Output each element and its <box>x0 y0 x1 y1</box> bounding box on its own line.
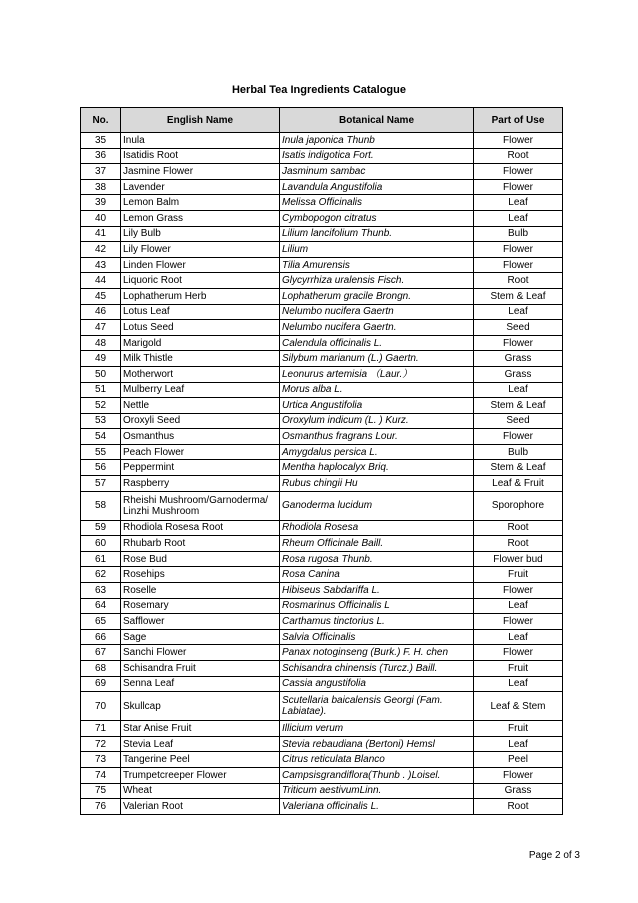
cell-part-of-use: Root <box>474 520 563 536</box>
table-row <box>81 614 563 630</box>
table-row <box>81 767 563 783</box>
cell-part-of-use: Leaf <box>474 382 563 398</box>
cell-no: 38 <box>81 179 121 195</box>
cell-part-of-use: Bulb <box>474 226 563 242</box>
header-no: No. <box>81 108 121 133</box>
cell-english-name: Schisandra Fruit <box>121 661 280 677</box>
cell-botanical-name: Rosa Canina <box>280 567 474 583</box>
table-row <box>81 351 563 367</box>
cell-botanical-name: Amygdalus persica L. <box>280 444 474 460</box>
cell-english-name: Lemon Grass <box>121 210 280 226</box>
cell-english-name: Senna Leaf <box>121 676 280 692</box>
table-row <box>81 536 563 552</box>
cell-no: 43 <box>81 257 121 273</box>
cell-botanical-name: Rheum Officinale Baill. <box>280 536 474 552</box>
cell-english-name: Roselle <box>121 583 280 599</box>
cell-no: 67 <box>81 645 121 661</box>
cell-no: 58 <box>81 491 121 520</box>
cell-english-name: Peppermint <box>121 460 280 476</box>
cell-botanical-name: Rosmarinus Officinalis L <box>280 598 474 614</box>
cell-no: 60 <box>81 536 121 552</box>
cell-botanical-name: Illicium verum <box>280 721 474 737</box>
cell-no: 57 <box>81 476 121 492</box>
cell-part-of-use: Grass <box>474 351 563 367</box>
cell-part-of-use: Flower <box>474 767 563 783</box>
cell-english-name: Marigold <box>121 335 280 351</box>
cell-no: 69 <box>81 676 121 692</box>
table-row <box>81 567 563 583</box>
cell-botanical-name: Ganoderma lucidum <box>280 491 474 520</box>
cell-english-name: Motherwort <box>121 366 280 382</box>
table-row <box>81 148 563 164</box>
cell-english-name: Safflower <box>121 614 280 630</box>
cell-part-of-use: Grass <box>474 366 563 382</box>
cell-no: 62 <box>81 567 121 583</box>
cell-part-of-use: Sporophore <box>474 491 563 520</box>
cell-english-name: Rosehips <box>121 567 280 583</box>
cell-botanical-name: Lavandula Angustifolia <box>280 179 474 195</box>
table-row <box>81 164 563 180</box>
cell-part-of-use: Fruit <box>474 721 563 737</box>
cell-botanical-name: Lophatherum gracile Brongn. <box>280 288 474 304</box>
table-row <box>81 491 563 520</box>
cell-botanical-name: Lilium <box>280 242 474 258</box>
cell-no: 56 <box>81 460 121 476</box>
cell-botanical-name: Hibiseus Sabdariffa L. <box>280 583 474 599</box>
table-row <box>81 179 563 195</box>
cell-no: 40 <box>81 210 121 226</box>
table-row <box>81 320 563 336</box>
cell-botanical-name: Isatis indigotica Fort. <box>280 148 474 164</box>
cell-english-name: Osmanthus <box>121 429 280 445</box>
cell-botanical-name: Glycyrrhiza uralensis Fisch. <box>280 273 474 289</box>
table-row <box>81 242 563 258</box>
cell-part-of-use: Root <box>474 148 563 164</box>
cell-part-of-use: Bulb <box>474 444 563 460</box>
cell-no: 64 <box>81 598 121 614</box>
cell-english-name: Lavender <box>121 179 280 195</box>
cell-botanical-name: Oroxylum indicum (L. ) Kurz. <box>280 413 474 429</box>
cell-botanical-name: Osmanthus fragrans Lour. <box>280 429 474 445</box>
cell-botanical-name: Silybum marianum (L.) Gaertn. <box>280 351 474 367</box>
cell-botanical-name: Valeriana officinalis L. <box>280 799 474 815</box>
cell-english-name: Milk Thistle <box>121 351 280 367</box>
cell-botanical-name: Triticum aestivumLinn. <box>280 783 474 799</box>
cell-english-name: Lophatherum Herb <box>121 288 280 304</box>
cell-no: 35 <box>81 133 121 149</box>
cell-english-name: Lily Bulb <box>121 226 280 242</box>
cell-part-of-use: Flower <box>474 614 563 630</box>
cell-no: 68 <box>81 661 121 677</box>
cell-part-of-use: Stem & Leaf <box>474 460 563 476</box>
cell-no: 51 <box>81 382 121 398</box>
cell-no: 63 <box>81 583 121 599</box>
cell-no: 76 <box>81 799 121 815</box>
cell-english-name: Isatidis Root <box>121 148 280 164</box>
table-row <box>81 398 563 414</box>
cell-no: 61 <box>81 551 121 567</box>
cell-english-name: Tangerine Peel <box>121 752 280 768</box>
cell-botanical-name: Stevia rebaudiana (Bertoni) Hemsl <box>280 736 474 752</box>
cell-no: 74 <box>81 767 121 783</box>
cell-botanical-name: Morus alba L. <box>280 382 474 398</box>
cell-botanical-name: Rubus chingii Hu <box>280 476 474 492</box>
cell-no: 70 <box>81 692 121 721</box>
ingredients-table <box>80 107 563 815</box>
cell-part-of-use: Flower <box>474 645 563 661</box>
cell-part-of-use: Flower <box>474 583 563 599</box>
cell-english-name: Rhubarb Root <box>121 536 280 552</box>
cell-no: 41 <box>81 226 121 242</box>
cell-english-name: Rose Bud <box>121 551 280 567</box>
cell-no: 59 <box>81 520 121 536</box>
cell-part-of-use: Leaf <box>474 195 563 211</box>
cell-no: 49 <box>81 351 121 367</box>
cell-no: 66 <box>81 629 121 645</box>
table-row <box>81 736 563 752</box>
cell-botanical-name: Rhodiola Rosesa <box>280 520 474 536</box>
cell-no: 37 <box>81 164 121 180</box>
table-row <box>81 382 563 398</box>
table-row <box>81 304 563 320</box>
cell-part-of-use: Fruit <box>474 661 563 677</box>
cell-botanical-name: Inula japonica Thunb <box>280 133 474 149</box>
table-row <box>81 676 563 692</box>
cell-no: 46 <box>81 304 121 320</box>
cell-botanical-name: Jasminum sambac <box>280 164 474 180</box>
cell-no: 71 <box>81 721 121 737</box>
cell-part-of-use: Leaf & Stem <box>474 692 563 721</box>
cell-botanical-name: Leonurus artemisia （Laur.） <box>280 366 474 382</box>
cell-english-name: Oroxyli Seed <box>121 413 280 429</box>
cell-no: 45 <box>81 288 121 304</box>
cell-botanical-name: Campsisgrandiflora(Thunb . )Loisel. <box>280 767 474 783</box>
page-number: Page 2 of 3 <box>528 850 580 861</box>
table-row <box>81 460 563 476</box>
header-english-name: English Name <box>121 108 280 133</box>
cell-english-name: Jasmine Flower <box>121 164 280 180</box>
cell-no: 42 <box>81 242 121 258</box>
cell-english-name: Star Anise Fruit <box>121 721 280 737</box>
table-row <box>81 429 563 445</box>
cell-part-of-use: Flower <box>474 429 563 445</box>
cell-botanical-name: Nelumbo nucifera Gaertn <box>280 304 474 320</box>
table-row <box>81 366 563 382</box>
cell-part-of-use: Seed <box>474 413 563 429</box>
cell-no: 55 <box>81 444 121 460</box>
cell-botanical-name: Melissa Officinalis <box>280 195 474 211</box>
cell-part-of-use: Leaf <box>474 736 563 752</box>
table-row <box>81 721 563 737</box>
cell-english-name: Peach Flower <box>121 444 280 460</box>
cell-botanical-name: Tilia Amurensis <box>280 257 474 273</box>
table-row <box>81 598 563 614</box>
cell-botanical-name: Carthamus tinctorius L. <box>280 614 474 630</box>
table-row <box>81 583 563 599</box>
table-row <box>81 692 563 721</box>
cell-english-name: Rheishi Mushroom/Garnoderma/ Linzhi Mushroom <box>121 491 280 520</box>
cell-botanical-name: Salvia Officinalis <box>280 629 474 645</box>
table-row <box>81 661 563 677</box>
table-row <box>81 551 563 567</box>
cell-part-of-use: Root <box>474 799 563 815</box>
cell-botanical-name: Urtica Angustifolia <box>280 398 474 414</box>
cell-botanical-name: Lilium lancifolium Thunb. <box>280 226 474 242</box>
cell-part-of-use: Leaf & Fruit <box>474 476 563 492</box>
cell-no: 50 <box>81 366 121 382</box>
cell-part-of-use: Stem & Leaf <box>474 288 563 304</box>
table-row <box>81 752 563 768</box>
header-part-of-use: Part of Use <box>474 108 563 133</box>
cell-botanical-name: Cassia angustifolia <box>280 676 474 692</box>
table-row <box>81 335 563 351</box>
table-row <box>81 257 563 273</box>
cell-botanical-name: Calendula officinalis L. <box>280 335 474 351</box>
table-row <box>81 133 563 149</box>
cell-no: 52 <box>81 398 121 414</box>
table-row <box>81 645 563 661</box>
cell-english-name: Lemon Balm <box>121 195 280 211</box>
cell-english-name: Linden Flower <box>121 257 280 273</box>
cell-english-name: Lotus Seed <box>121 320 280 336</box>
cell-english-name: Lily Flower <box>121 242 280 258</box>
table-row <box>81 783 563 799</box>
table-body <box>81 133 563 815</box>
cell-english-name: Trumpetcreeper Flower <box>121 767 280 783</box>
cell-botanical-name: Scutellaria baicalensis Georgi (Fam. Labiatae). <box>280 692 474 721</box>
table-row <box>81 273 563 289</box>
cell-part-of-use: Flower <box>474 257 563 273</box>
cell-part-of-use: Flower <box>474 179 563 195</box>
cell-no: 39 <box>81 195 121 211</box>
cell-english-name: Lotus Leaf <box>121 304 280 320</box>
cell-english-name: Mulberry Leaf <box>121 382 280 398</box>
cell-part-of-use: Flower bud <box>474 551 563 567</box>
table-row <box>81 476 563 492</box>
cell-english-name: Nettle <box>121 398 280 414</box>
cell-no: 54 <box>81 429 121 445</box>
cell-english-name: Stevia Leaf <box>121 736 280 752</box>
cell-part-of-use: Root <box>474 273 563 289</box>
cell-part-of-use: Stem & Leaf <box>474 398 563 414</box>
table-row <box>81 629 563 645</box>
cell-part-of-use: Root <box>474 536 563 552</box>
cell-part-of-use: Fruit <box>474 567 563 583</box>
cell-part-of-use: Seed <box>474 320 563 336</box>
cell-botanical-name: Citrus reticulata Blanco <box>280 752 474 768</box>
cell-part-of-use: Leaf <box>474 210 563 226</box>
header-botanical-name: Botanical Name <box>280 108 474 133</box>
table-row <box>81 226 563 242</box>
cell-english-name: Inula <box>121 133 280 149</box>
cell-part-of-use: Leaf <box>474 304 563 320</box>
cell-no: 48 <box>81 335 121 351</box>
cell-botanical-name: Nelumbo nucifera Gaertn. <box>280 320 474 336</box>
cell-botanical-name: Panax notoginseng (Burk.) F. H. chen <box>280 645 474 661</box>
cell-no: 75 <box>81 783 121 799</box>
cell-part-of-use: Leaf <box>474 598 563 614</box>
cell-part-of-use: Flower <box>474 164 563 180</box>
table-row <box>81 799 563 815</box>
cell-no: 53 <box>81 413 121 429</box>
table-row <box>81 288 563 304</box>
cell-english-name: Raspberry <box>121 476 280 492</box>
cell-english-name: Valerian Root <box>121 799 280 815</box>
cell-english-name: Sanchi Flower <box>121 645 280 661</box>
table-row <box>81 210 563 226</box>
cell-english-name: Wheat <box>121 783 280 799</box>
cell-no: 65 <box>81 614 121 630</box>
cell-english-name: Liquoric Root <box>121 273 280 289</box>
page-title: Herbal Tea Ingredients Catalogue <box>231 84 406 96</box>
table-header-row <box>81 108 563 133</box>
cell-botanical-name: Mentha haplocalyx Briq. <box>280 460 474 476</box>
cell-no: 73 <box>81 752 121 768</box>
cell-botanical-name: Rosa rugosa Thunb. <box>280 551 474 567</box>
cell-part-of-use: Flower <box>474 133 563 149</box>
cell-english-name: Skullcap <box>121 692 280 721</box>
cell-no: 72 <box>81 736 121 752</box>
cell-part-of-use: Leaf <box>474 676 563 692</box>
cell-english-name: Rosemary <box>121 598 280 614</box>
cell-no: 44 <box>81 273 121 289</box>
table-row <box>81 444 563 460</box>
cell-botanical-name: Cymbopogon citratus <box>280 210 474 226</box>
cell-part-of-use: Leaf <box>474 629 563 645</box>
cell-english-name: Rhodiola Rosesa Root <box>121 520 280 536</box>
table-row <box>81 520 563 536</box>
cell-no: 47 <box>81 320 121 336</box>
cell-no: 36 <box>81 148 121 164</box>
cell-english-name: Sage <box>121 629 280 645</box>
cell-part-of-use: Grass <box>474 783 563 799</box>
table-row <box>81 195 563 211</box>
cell-part-of-use: Flower <box>474 242 563 258</box>
cell-part-of-use: Flower <box>474 335 563 351</box>
cell-part-of-use: Peel <box>474 752 563 768</box>
cell-botanical-name: Schisandra chinensis (Turcz.) Baill. <box>280 661 474 677</box>
table-row <box>81 413 563 429</box>
